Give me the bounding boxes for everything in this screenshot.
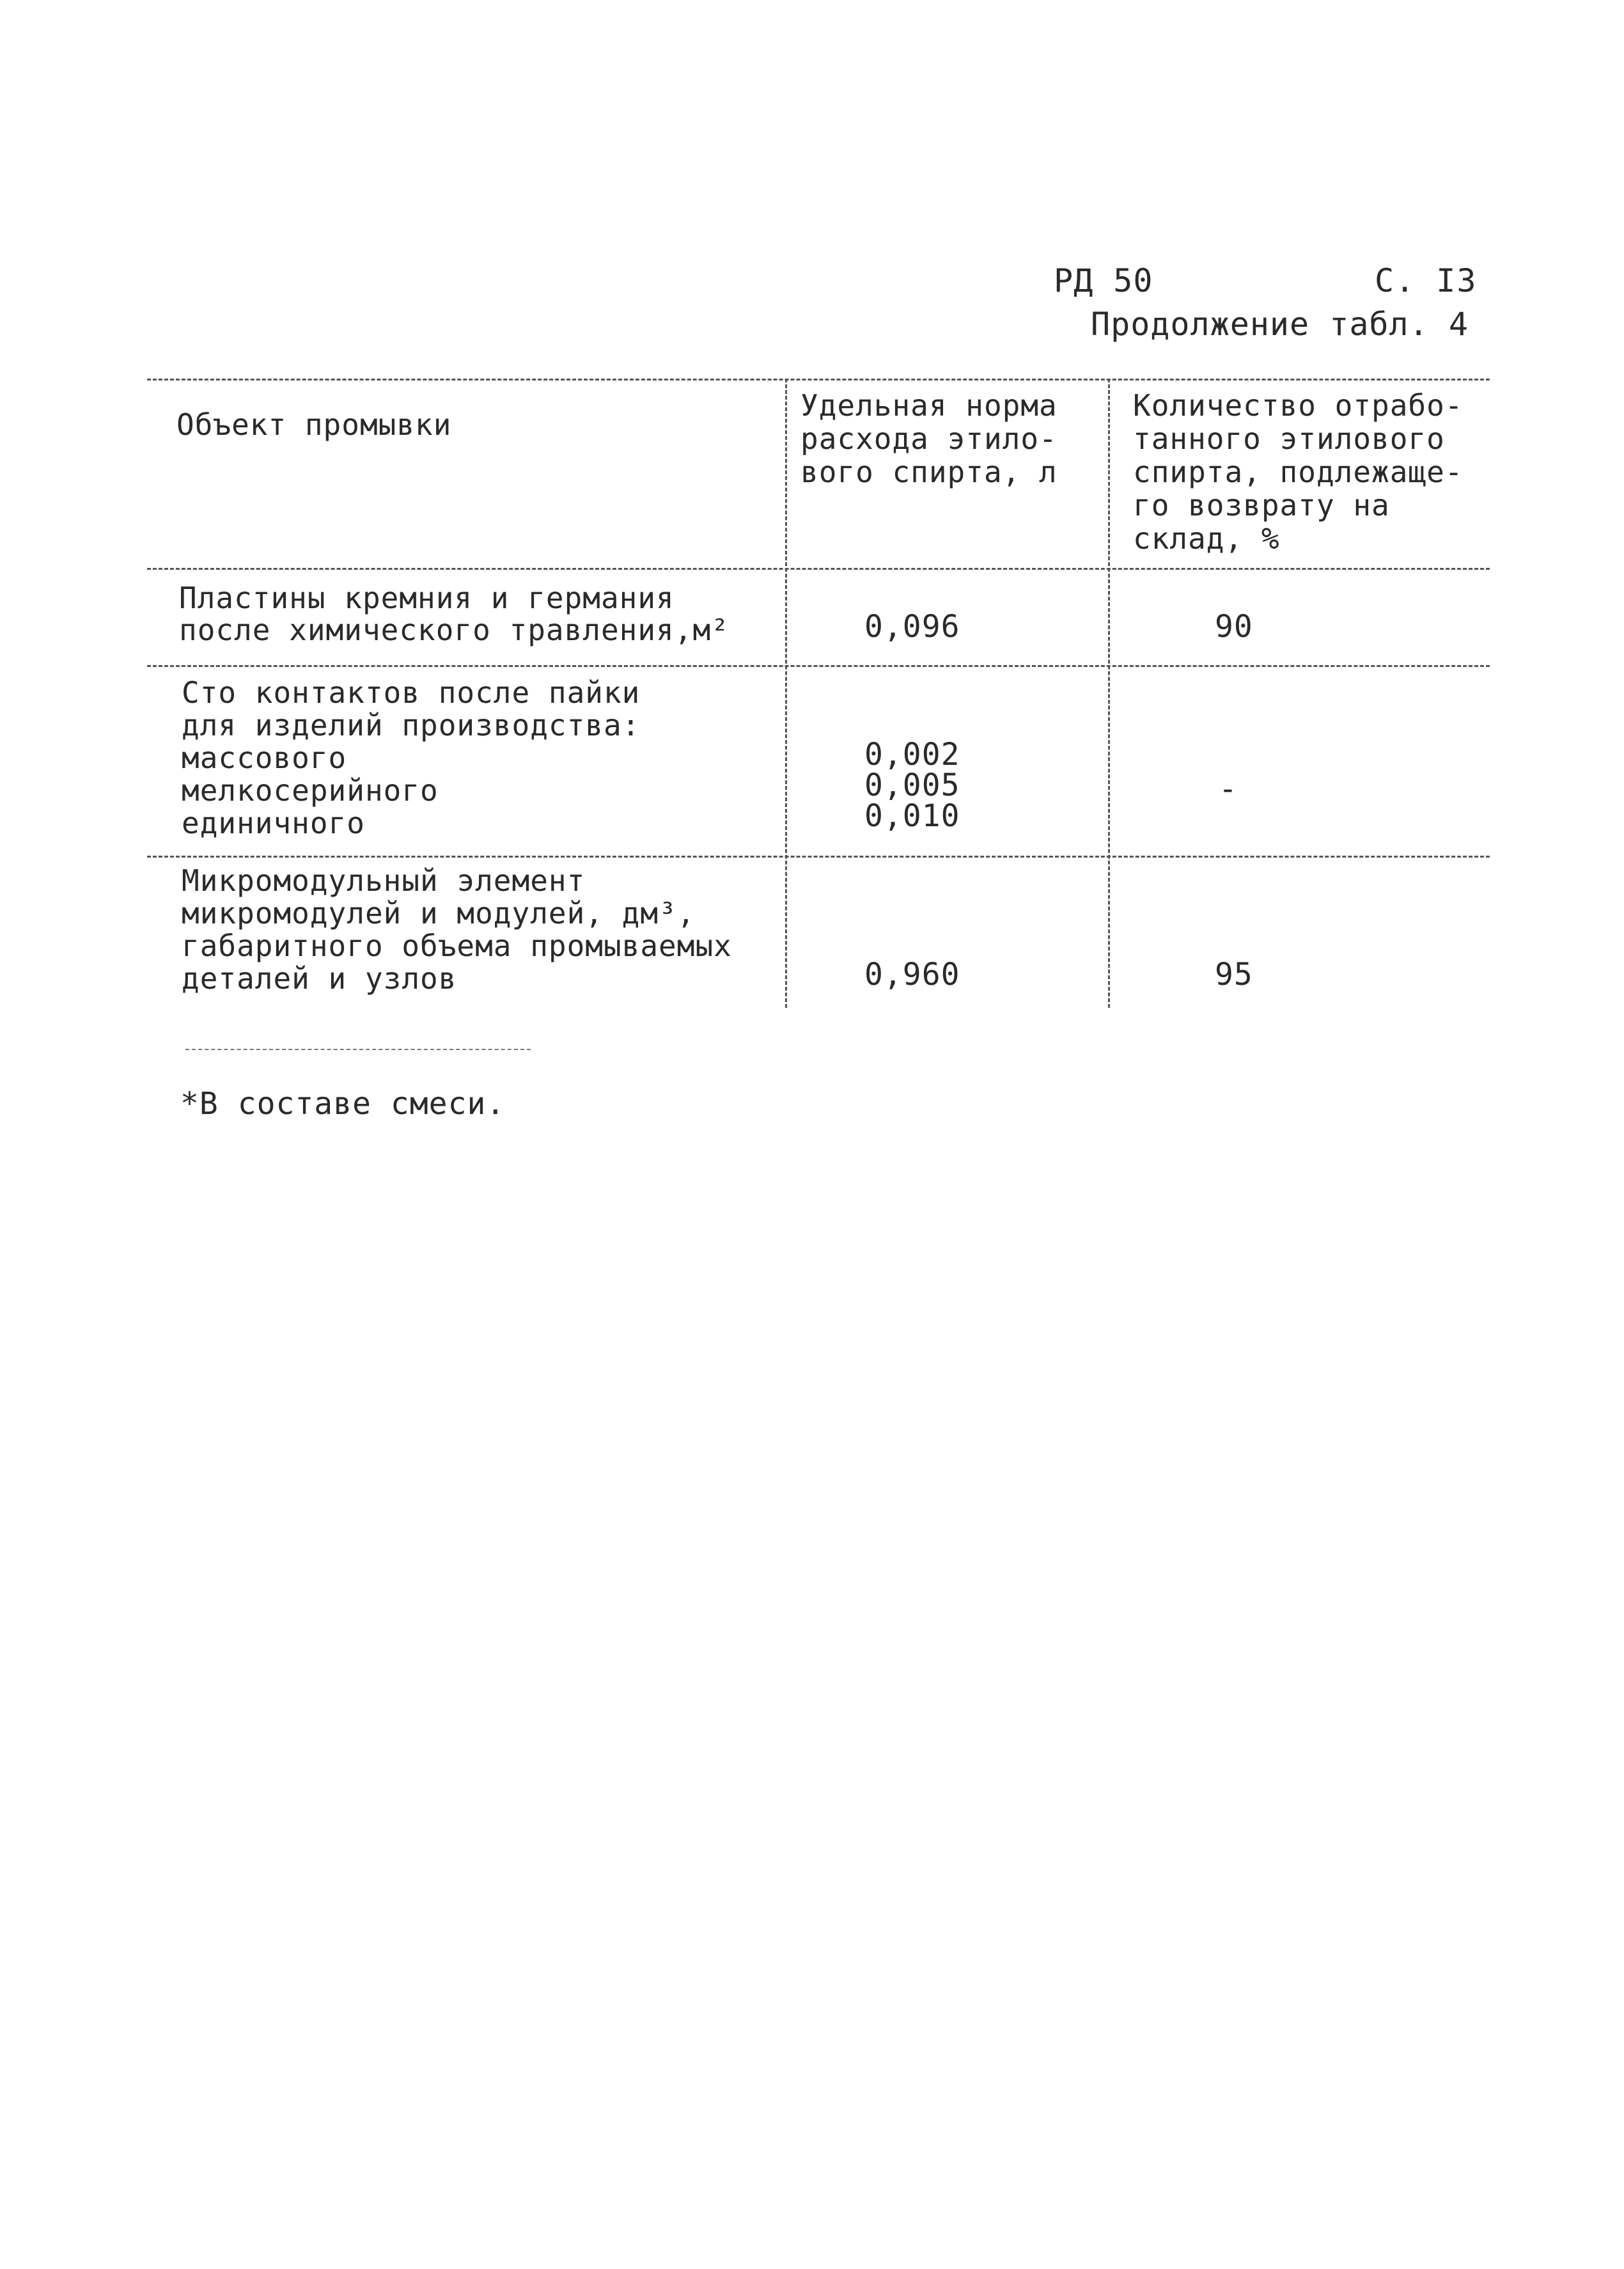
table-row-norm: 0,002 0,005 0,010 <box>864 737 960 834</box>
column-header-norm: Удельная норма расхода этило- вого спирта, л <box>800 388 1058 489</box>
table-row-object: Микромодульный элемент микромодулей и модулей, дм³, габаритного объема промываемых деталей и узлов <box>182 863 732 996</box>
table-row-rule <box>147 665 1490 667</box>
table-row-norm: 0,960 <box>864 957 960 993</box>
table-top-rule <box>147 379 1490 381</box>
table-continuation-caption: Продолжение табл. 4 <box>1091 306 1469 343</box>
page-number: С. I3 <box>1375 262 1478 299</box>
table-row-object: Пластины кремния и германия после химического травления,м² <box>179 581 730 647</box>
footnote-rule <box>185 1049 531 1050</box>
column-header-object: Объект промывки <box>176 407 452 442</box>
table-row-returned: 95 <box>1215 957 1253 993</box>
table-row-rule <box>147 856 1490 858</box>
table-row-returned: 90 <box>1215 609 1253 645</box>
table-row-norm: 0,096 <box>864 609 960 645</box>
footnote: *В составе смеси. <box>180 1086 506 1122</box>
column-header-returned: Количество отрабо- танного этилового спирта, подлежаще- го возврату на склад, % <box>1133 388 1464 556</box>
table-row-returned: - <box>1219 771 1238 807</box>
table-row-object: Сто контактов после пайки для изделий производства: массового мелкосерийного единичного <box>182 675 641 840</box>
table-column-rule <box>785 379 787 1008</box>
document-code: РД 50 <box>1054 262 1153 299</box>
table-column-rule <box>1108 379 1110 1008</box>
table-header-rule <box>147 568 1490 570</box>
